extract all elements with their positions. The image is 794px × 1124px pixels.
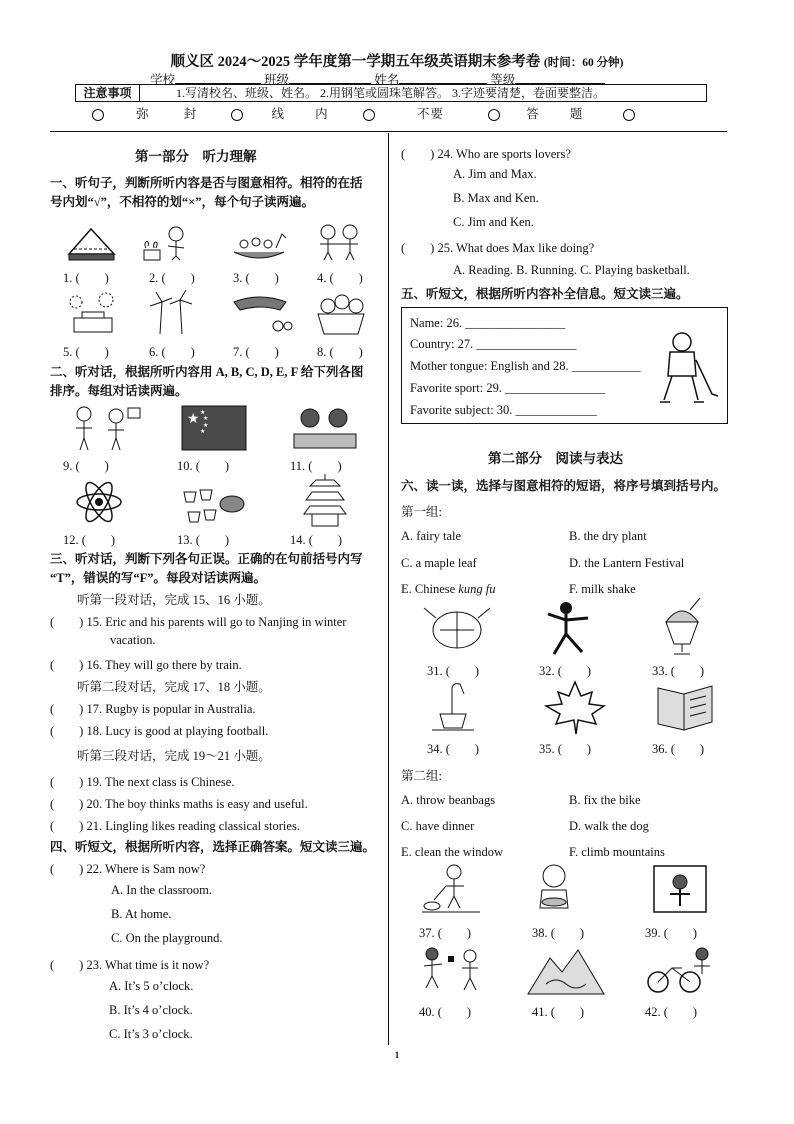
ice-hockey-player-picture (652, 330, 718, 412)
q23-option-a: A. It’s 5 o’clock. (109, 979, 194, 993)
seal-circle (231, 109, 243, 121)
cupcakes-picture (180, 478, 246, 526)
q28-blank[interactable]: Mother tongue: English and 28. ___________ (410, 359, 641, 373)
dialogue2-note: 听第二段对话，完成 17、18 小题。 (77, 680, 271, 694)
seal-word: 不要 (416, 107, 444, 121)
q4-answer[interactable]: 4. ( ) (317, 271, 363, 285)
climb-mountains-picture (526, 944, 606, 996)
svg-text:★: ★ (203, 415, 209, 422)
q23-option-c: C. It’s 3 o’clock. (109, 1027, 193, 1041)
seal-word: 线 (271, 107, 286, 121)
q34-answer[interactable]: 34. ( ) (427, 742, 480, 756)
g1-option-e-text: E. Chinese (401, 582, 459, 596)
kung-fu-picture (540, 600, 596, 658)
maple-leaf-picture (544, 680, 606, 736)
children-playing-picture (312, 222, 366, 264)
q32-answer[interactable]: 32. ( ) (539, 664, 592, 678)
q21-text[interactable]: ( ) 21. Lingling likes reading classical stories. (50, 819, 300, 833)
school-blank[interactable] (175, 71, 261, 84)
dialogue3-note: 听第三段对话，完成 19～21 小题。 (77, 749, 271, 763)
g2-option-c: C. have dinner (401, 819, 475, 833)
seal-circle (92, 109, 104, 121)
china-flag-picture (182, 406, 246, 450)
q19-text[interactable]: ( ) 19. The next class is Chinese. (50, 775, 235, 789)
q27-blank[interactable]: Country: 27. ________________ (410, 337, 577, 351)
g1-option-d: D. the Lantern Festival (569, 556, 685, 570)
q39-answer[interactable]: 39. ( ) (645, 926, 698, 940)
q36-answer[interactable]: 36. ( ) (652, 742, 705, 756)
q30-blank[interactable]: Favorite subject: 30. _____________ (410, 403, 597, 417)
q41-answer[interactable]: 41. ( ) (532, 1005, 585, 1019)
page-number: 1 (394, 1050, 400, 1060)
svg-text:★: ★ (200, 428, 206, 435)
q8-answer[interactable]: 8. ( ) (317, 345, 363, 359)
g2-option-e: E. clean the window (401, 845, 504, 859)
milk-shake-picture (660, 600, 704, 658)
lantern-festival-picture (420, 604, 494, 656)
seal-word: 答 (526, 107, 540, 121)
q38-answer[interactable]: 38. ( ) (532, 926, 585, 940)
q22-option-c: C. On the playground. (111, 931, 223, 945)
dragon-boat-picture (232, 224, 286, 264)
q6-answer[interactable]: 6. ( ) (149, 345, 195, 359)
fix-the-bike-picture (646, 944, 716, 996)
seal-circle (488, 109, 500, 121)
q25-options: A. Reading. B. Running. C. Playing basketball. (453, 263, 690, 277)
exam-title-text: 顺义区 2024～2025 学年度第一学期五年级英语期末参考卷 (170, 54, 541, 70)
q15-text[interactable]: ( ) 15. Eric and his parents will go to Nanjing in winter (50, 615, 347, 629)
q37-answer[interactable]: 37. ( ) (419, 926, 472, 940)
seal-line (92, 104, 635, 122)
q24-text[interactable]: ( ) 24. Who are sports lovers? (401, 147, 571, 161)
notice-text: 1.写清校名、班级、姓名。 2.用钢笔或圆珠笔解答。 3.字迹要清楚，卷面要整洁。 (176, 86, 606, 100)
notice-label: 注意事项 (76, 85, 140, 101)
g1-option-e-kungfu: kung fu (458, 582, 496, 596)
q14-answer[interactable]: 14. ( ) (290, 533, 343, 547)
sec5-instruction: 五、听短文，根据所听内容补全信息。短文读三遍。 (401, 287, 689, 301)
throw-beanbags-picture (418, 944, 488, 996)
notice-box (75, 84, 707, 102)
g1-option-b: B. the dry plant (569, 529, 647, 543)
field-grade: 等级 (490, 73, 516, 87)
part1-heading: 第一部分 听力理解 (135, 149, 257, 164)
q42-answer[interactable]: 42. ( ) (645, 1005, 698, 1019)
kids-talking-picture (68, 404, 142, 452)
g2-option-a: A. throw beanbags (401, 793, 496, 807)
g2-option-d: D. walk the dog (569, 819, 649, 833)
seal-circle (623, 109, 635, 121)
seal-circle (363, 109, 375, 121)
group2-label: 第二组: (401, 769, 442, 783)
q9-answer[interactable]: 9. ( ) (63, 459, 109, 473)
exam-title (0, 50, 794, 71)
dialogue1-note: 听第一段对话，完成 15、16 小题。 (77, 593, 271, 607)
seal-word: 内 (315, 107, 329, 121)
q31-answer[interactable]: 31. ( ) (427, 664, 480, 678)
g2-option-b: B. fix the bike (569, 793, 641, 807)
clean-window-picture (650, 864, 712, 916)
q22-option-b: B. At home. (111, 907, 172, 921)
q12-answer[interactable]: 12. ( ) (63, 533, 116, 547)
palm-trees-picture (146, 290, 200, 338)
g1-option-c: C. a maple leaf (401, 556, 477, 570)
q18-text[interactable]: ( ) 18. Lucy is good at playing football. (50, 724, 269, 738)
q23-option-b: B. It’s 4 o’clock. (109, 1003, 193, 1017)
q24-option-b: B. Max and Ken. (453, 191, 539, 205)
q13-answer[interactable]: 13. ( ) (177, 533, 230, 547)
kids-studying-picture (290, 404, 360, 452)
header-divider (50, 131, 727, 132)
q1-answer[interactable]: 1. ( ) (63, 271, 109, 285)
sec2-instruction-2: 排序。每组对话读两遍。 (50, 384, 188, 398)
q11-answer[interactable]: 11. ( ) (290, 459, 342, 473)
seal-word: 封 (183, 107, 198, 121)
q33-answer[interactable]: 33. ( ) (652, 664, 705, 678)
q40-answer[interactable]: 40. ( ) (419, 1005, 472, 1019)
fruit-basket-picture (314, 292, 368, 338)
fairy-tale-book-picture (654, 680, 716, 732)
dry-plant-picture (430, 680, 476, 734)
q20-text[interactable]: ( ) 20. The boy thinks maths is easy and useful. (50, 797, 308, 811)
q17-text[interactable]: ( ) 17. Rugby is popular in Australia. (50, 702, 256, 716)
q24-option-c: C. Jim and Ken. (453, 215, 534, 229)
ice-cream-bike-picture (230, 294, 290, 334)
q2-answer[interactable]: 2. ( ) (149, 271, 195, 285)
class-blank[interactable] (289, 71, 371, 84)
svg-text:★: ★ (203, 422, 209, 429)
sec4-instruction: 四、听短文，根据所听内容，选择正确答案。短文读三遍。 (50, 840, 376, 854)
field-school: 学校 (150, 73, 176, 87)
g1-option-e (401, 582, 495, 597)
q22-option-a: A. In the classroom. (111, 883, 213, 897)
q15-text-cont: vacation. (110, 633, 156, 647)
q24-option-a: A. Jim and Max. (453, 167, 537, 181)
q29-blank[interactable]: Favorite sport: 29. ________________ (410, 381, 606, 395)
watering-flowers-picture (138, 224, 192, 264)
group1-label: 第一组: (401, 505, 442, 519)
g1-option-f: F. milk shake (569, 582, 636, 596)
column-divider (388, 133, 389, 1045)
part2-heading: 第二部分 阅读与表达 (488, 451, 623, 466)
sec3-instruction-2: “T”，错误的写“F”。每段对话读两遍。 (50, 571, 266, 585)
walk-the-dog-picture (420, 864, 484, 916)
g2-option-f: F. climb mountains (569, 845, 665, 859)
q23-text[interactable]: ( ) 23. What time is it now? (50, 958, 210, 972)
sec1-instruction: 一、听句子，判断所听内容是否与图意相符。相符的在括 (50, 176, 363, 190)
sandwich-picture (64, 224, 118, 264)
grade-blank[interactable] (515, 71, 605, 84)
q25-text[interactable]: ( ) 25. What does Max like doing? (401, 241, 595, 255)
name-blank[interactable] (399, 71, 487, 84)
q7-answer[interactable]: 7. ( ) (233, 345, 279, 359)
have-dinner-picture (526, 862, 582, 916)
seal-word: 题 (569, 107, 584, 121)
g1-option-a: A. fairy tale (401, 529, 462, 543)
fireworks-building-picture (66, 292, 120, 338)
q22-text[interactable]: ( ) 22. Where is Sam now? (50, 862, 206, 876)
q10-answer[interactable]: 10. ( ) (177, 459, 230, 473)
sec6-instruction: 六、读一读，选择与图意相符的短语，将序号填到括号内。 (401, 479, 727, 493)
sec2-instruction: 二、听对话，根据所听内容用 A, B, C, D, E, F 给下列各图 (50, 365, 364, 379)
q3-answer[interactable]: 3. ( ) (233, 271, 279, 285)
q16-text[interactable]: ( ) 16. They will go there by train. (50, 658, 242, 672)
svg-text:★: ★ (187, 411, 200, 427)
sec1-instruction-2: 号内划“√”，不相符的划“×”，每个句子读两遍。 (50, 195, 314, 209)
atom-picture (74, 478, 124, 526)
svg-text:★: ★ (200, 409, 206, 416)
field-name: 姓名 (374, 73, 400, 87)
pagoda-picture (298, 472, 352, 528)
q26-blank[interactable]: Name: 26. ________________ (410, 316, 566, 330)
field-class: 班级 (264, 73, 290, 87)
q35-answer[interactable]: 35. ( ) (539, 742, 592, 756)
q5-answer[interactable]: 5. ( ) (63, 345, 109, 359)
sec3-instruction: 三、听对话，判断下列各句正误。正确的在句前括号内写 (50, 552, 363, 566)
seal-word: 弥 (136, 107, 150, 121)
time-note: (时间：60 分钟) (543, 57, 624, 69)
